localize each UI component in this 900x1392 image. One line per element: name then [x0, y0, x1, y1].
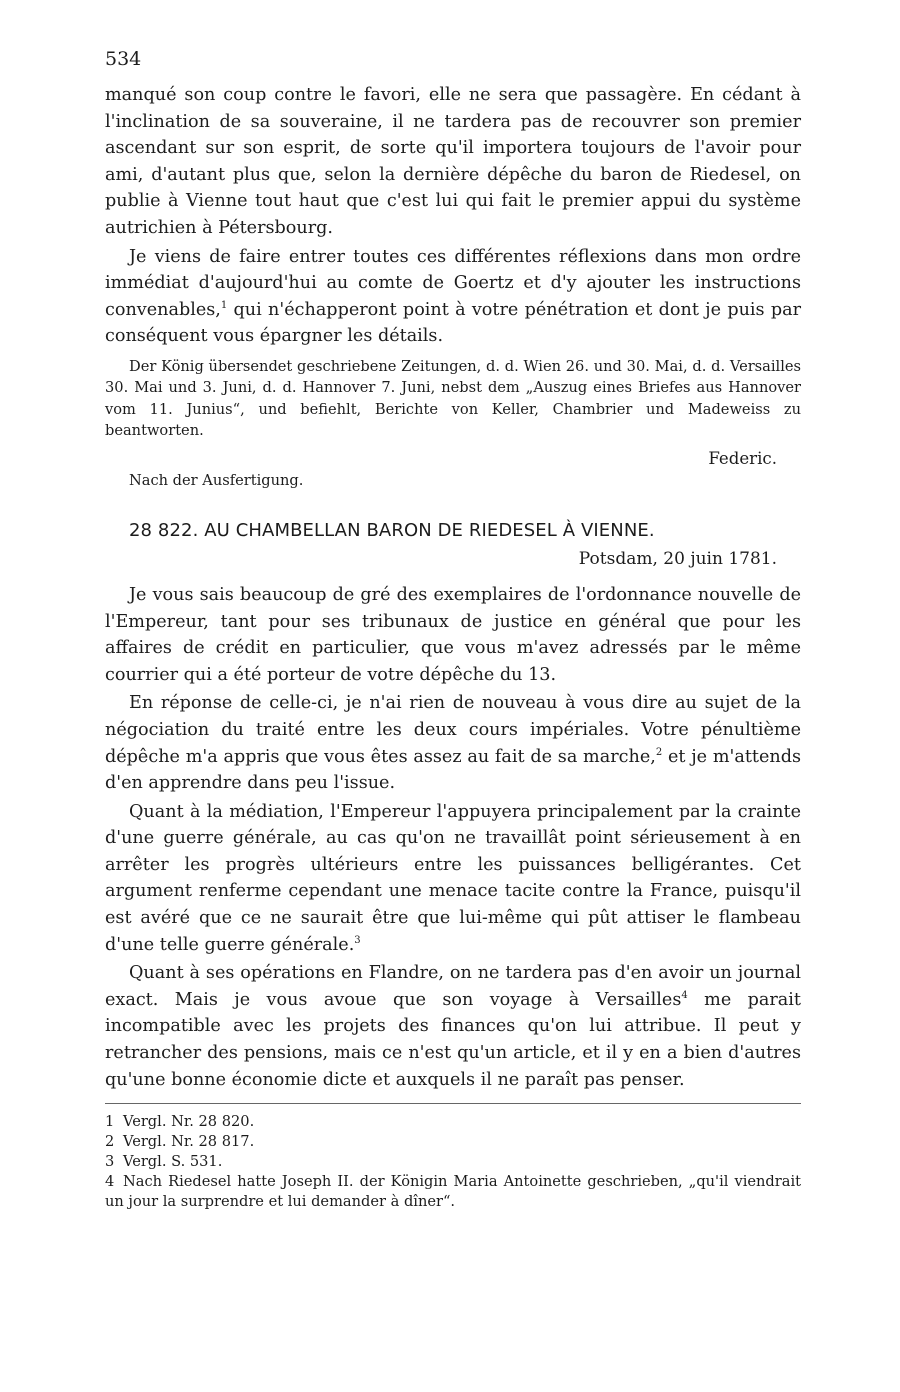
paragraph-text: me parait incompatible avec les projets des finances qu'on lui attribue. Il peut y retrancher des pensions, mais ce n'est qu'un article, et il y en a bien d'autres qu'une bonne économie dicte et auxquels il ne paraît pas penser. — [105, 989, 801, 1090]
footnote-3 — [105, 1152, 801, 1172]
footnote-text: Vergl. Nr. 28 817. — [123, 1133, 255, 1151]
footnote-ref-2: 2 — [655, 746, 663, 758]
document-page — [105, 46, 801, 1212]
source-note: Nach der Ausfertigung. — [129, 471, 304, 489]
footnote-marker: 2 — [105, 1133, 115, 1151]
page-number: 534 — [105, 48, 142, 70]
summary-note: Der König übersendet geschriebene Zeitungen, d. d. Wien 26. und 30. Mai, d. d. Versailles 30. Mai und 3. Juni, d. d. Hannover 7. Juni, nebst dem „Auszug eines Briefes aus Hannover vom 11. Junius“, und befiehlt, Berichte von Keller, Chambrier und Madeweiss zu beantworten. — [105, 357, 801, 440]
paragraph-negociation — [105, 690, 801, 796]
paragraph-continuation: manqué son coup contre le favori, elle ne sera que passagère. En cédant à l'inclination de sa souveraine, il ne tardera pas de recouvrer son premier ascendant sur son esprit, de sorte qu'il importera toujours de l'avoir pour ami, d'autant plus que, selon la dernière dépêche du baron de Riedesel, on publie à Vienne tout haut que c'est lui qui fait le premier appui du système autrichien à Pétersbourg. — [105, 85, 801, 238]
footnote-text: Nach Riedesel hatte Joseph II. der Königin Maria Antoinette geschrieben, „qu'il viendrait un jour la surprendre et lui demander à dîner“. — [105, 1173, 801, 1211]
footnote-1 — [105, 1112, 801, 1132]
footnotes — [105, 1112, 801, 1212]
footnote-ref-1: 1 — [220, 299, 228, 311]
place-date: Potsdam, 20 juin 1781. — [578, 548, 777, 569]
paragraph-mediation — [105, 799, 801, 959]
footnote-ref-4: 4 — [681, 989, 688, 1001]
paragraph-text: Je viens de faire entrer toutes ces différentes réflexions dans mon ordre immédiat d'aujourd'hui au comte de Goertz et d'y ajouter les instructions convenables, — [105, 246, 801, 320]
footnote-text: Vergl. S. 531. — [123, 1153, 223, 1171]
paragraph-text: Quant à la médiation, l'Empereur l'appuyera principalement par la crainte d'une guerre générale, au cas qu'on ne travaillât point sérieusement à en arrêter les progrès ultérieurs entre les puissances belligérantes. Cet argument renferme cependant une menace tacite contre la France, puisqu'il est avéré que ce ne saurait être que lui-même qui pût attiser le flambeau d'une telle guerre générale. — [105, 801, 801, 955]
signature-block — [105, 448, 801, 492]
document-heading: 28 822. AU CHAMBELLAN BARON DE RIEDESEL À VIENNE. — [129, 519, 655, 541]
paragraph-goertz-instructions — [105, 244, 801, 350]
paragraph-flandre — [105, 960, 801, 1093]
footnote-ref-3: 3 — [354, 934, 361, 946]
footnote-marker: 3 — [105, 1153, 115, 1171]
footnote-marker: 1 — [105, 1113, 115, 1131]
paragraph-text: et je m'attends d'en apprendre dans peu l'issue. — [105, 746, 802, 794]
paragraph-text: qui n'échapperont point à votre pénétration et dont je puis par conséquent vous épargner les détails. — [105, 299, 802, 347]
paragraph-ordonnance: Je vous sais beaucoup de gré des exemplaires de l'ordonnance nouvelle de l'Empereur, tant pour ses tribunaux de justice en général que pour les affaires de crédit en particulier, que vous m'avez adressés par le même courrier qui a été porteur de votre dépêche du 13. — [105, 584, 801, 685]
paragraph-text: En réponse de celle-ci, je n'ai rien de nouveau à vous dire au sujet de la négociation du traité entre les deux cours impériales. Votre pénultième dépêche m'a appris que vous êtes assez au fait de sa marche, — [105, 693, 801, 767]
paragraph-text: Quant à ses opérations en Flandre, on ne tardera pas d'en avoir un journal exact. Mais je vous avoue que son voyage à Versailles — [105, 963, 801, 1010]
signature: Federic. — [708, 448, 777, 468]
footnote-text: Vergl. Nr. 28 820. — [123, 1113, 255, 1131]
footnote-divider — [105, 1103, 801, 1104]
footnote-2 — [105, 1132, 801, 1152]
footnote-marker: 4 — [105, 1173, 115, 1191]
footnote-4 — [105, 1172, 801, 1212]
